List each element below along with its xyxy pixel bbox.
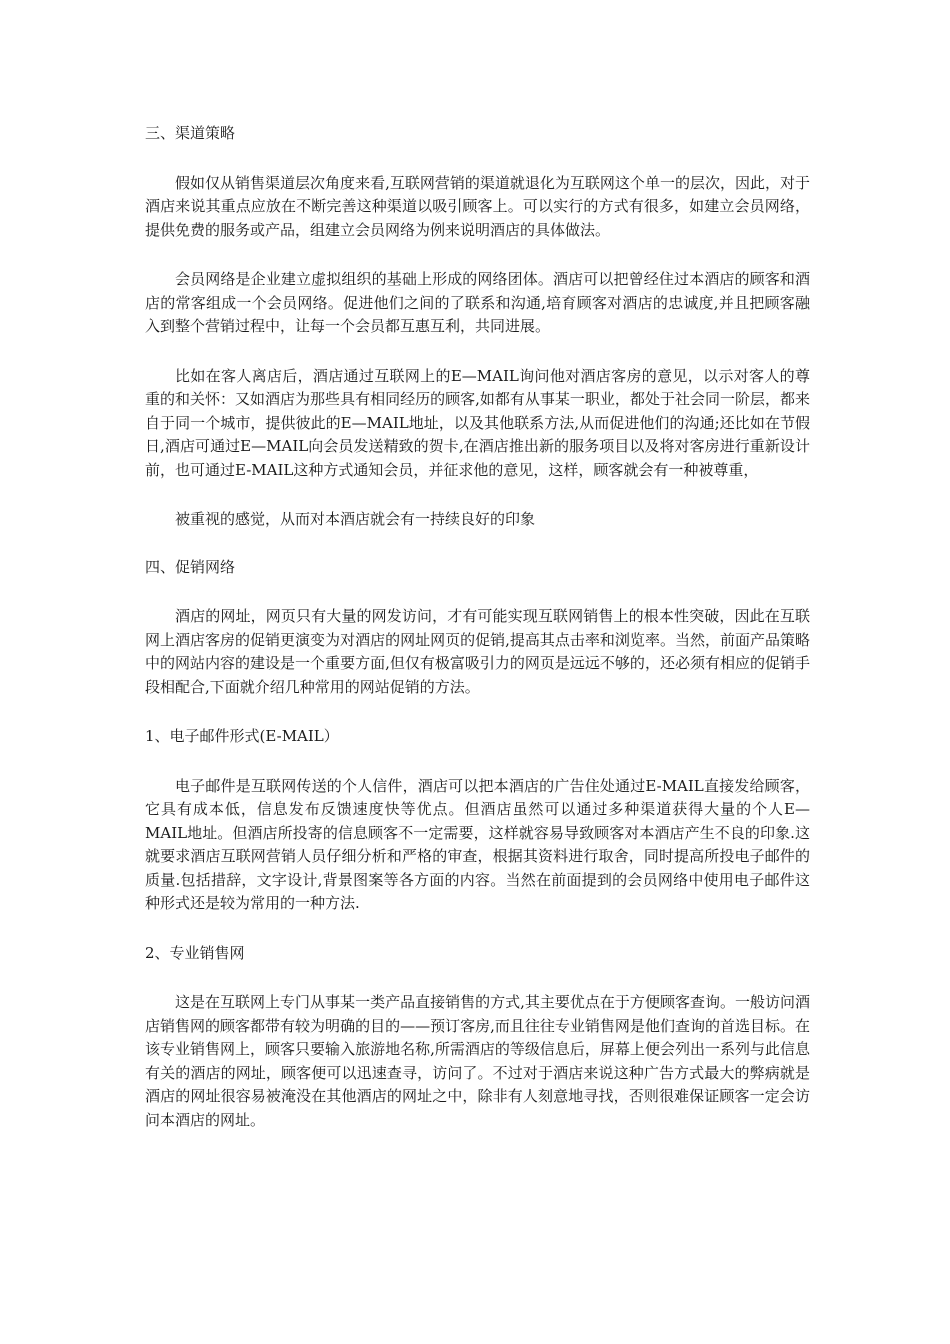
subheading-email-form: 1、电子邮件形式(E-MAIL）: [145, 727, 339, 745]
section-heading-channel-strategy: 三、渠道策略: [145, 124, 236, 142]
paragraph-impression: 被重视的感觉，从而对本酒店就会有一持续良好的印象: [175, 510, 536, 528]
paragraph-sales-network: 这是在互联网上专门从事某一类产品直接销售的方式,其主要优点在于方便顾客查询。一般访问酒店销售网的顾客都带有较为明确的目的——预订客房,而且往往专业销售网是他们查询的首选目标。在该专业销售网上，顾客只要输入旅游地名称,所需酒店的等级信息后，屏幕上便会列出一系列与此信息有关的酒店的网址，顾客便可以迅速查寻，访问了。不过对于酒店来说这种广告方式最大的弊病就是酒店的网址很容易被淹没在其他酒店的网址之中，除非有人刻意地寻找，否则很难保证顾客一定会访问本酒店的网址。: [145, 993, 810, 1129]
document-body: [145, 122, 810, 1158]
paragraph-channel-intro: 假如仅从销售渠道层次角度来看,互联网营销的渠道就退化为互联网这个单一的层次，因此，对于酒店来说其重点应放在不断完善这种渠道以吸引顾客上。可以实行的方式有很多，如建立会员网络，提供免费的服务或产品，组建立会员网络为例来说明酒店的具体做法。: [145, 173, 810, 239]
section-heading-promotion-network: 四、促销网络: [145, 557, 236, 576]
paragraph-member-network: 会员网络是企业建立虚拟组织的基础上形成的网络团体。酒店可以把曾经住过本酒店的顾客和酒店的常客组成一个会员网络。促进他们之间的了联系和沟通,培育顾客对酒店的忠诚度,并且把顾客融入到整个营销过程中，让每一个会员都互惠互利，共同进展。: [145, 270, 810, 335]
subheading-sales-network: 2、专业销售网: [145, 943, 245, 962]
paragraph-promotion-intro: 酒店的网址，网页只有大量的网发访问，才有可能实现互联网销售上的根本性突破，因此在互联网上酒店客房的促销更演变为对酒店的网址网页的促销,提高其点击率和浏览率。当然，前面产品策略中的网站内容的建设是一个重要方面,但仅有极富吸引力的网页是远远不够的，还必须有相应的促销手段相配合,下面就介绍几种常用的网站促销的方法。: [145, 607, 810, 696]
paragraph-email-example: 比如在客人离店后，酒店通过互联网上的E—MAIL询问他对酒店客房的意见，以示对客人的尊重的和关怀：又如酒店为那些具有相同经历的顾客,如都有从事某一职业，都处于社会同一阶层，都来自于同一个城市，提供彼此的E—MAIL地址，以及其他联系方法,从而促进他们的沟通;还比如在节假日,酒店可通过E—MAIL向会员发送精致的贺卡,在酒店推出新的服务项目以及将对客房进行重新设计前，也可通过E-MAIL这种方式通知会员，并征求他的意见，这样，顾客就会有一种被尊重，: [145, 366, 811, 479]
paragraph-email-form: 电子邮件是互联网传送的个人信件，酒店可以把本酒店的广告住处通过E-MAIL直接发给顾客，它具有成本低，信息发布反馈速度快等优点。但酒店虽然可以通过多种渠道获得大量的个人E—MAIL地址。但酒店所投寄的信息顾客不一定需要，这样就容易导致顾客对本酒店产生不良的印象.这就要求酒店互联网营销人员仔细分析和严格的审查，根据其资料进行取舍，同时提高所投电子邮件的质量.包括措辞，文字设计,背景图案等各方面的内容。当然在前面提到的会员网络中使用电子邮件这种形式还是较为常用的一种方法.: [145, 776, 810, 912]
